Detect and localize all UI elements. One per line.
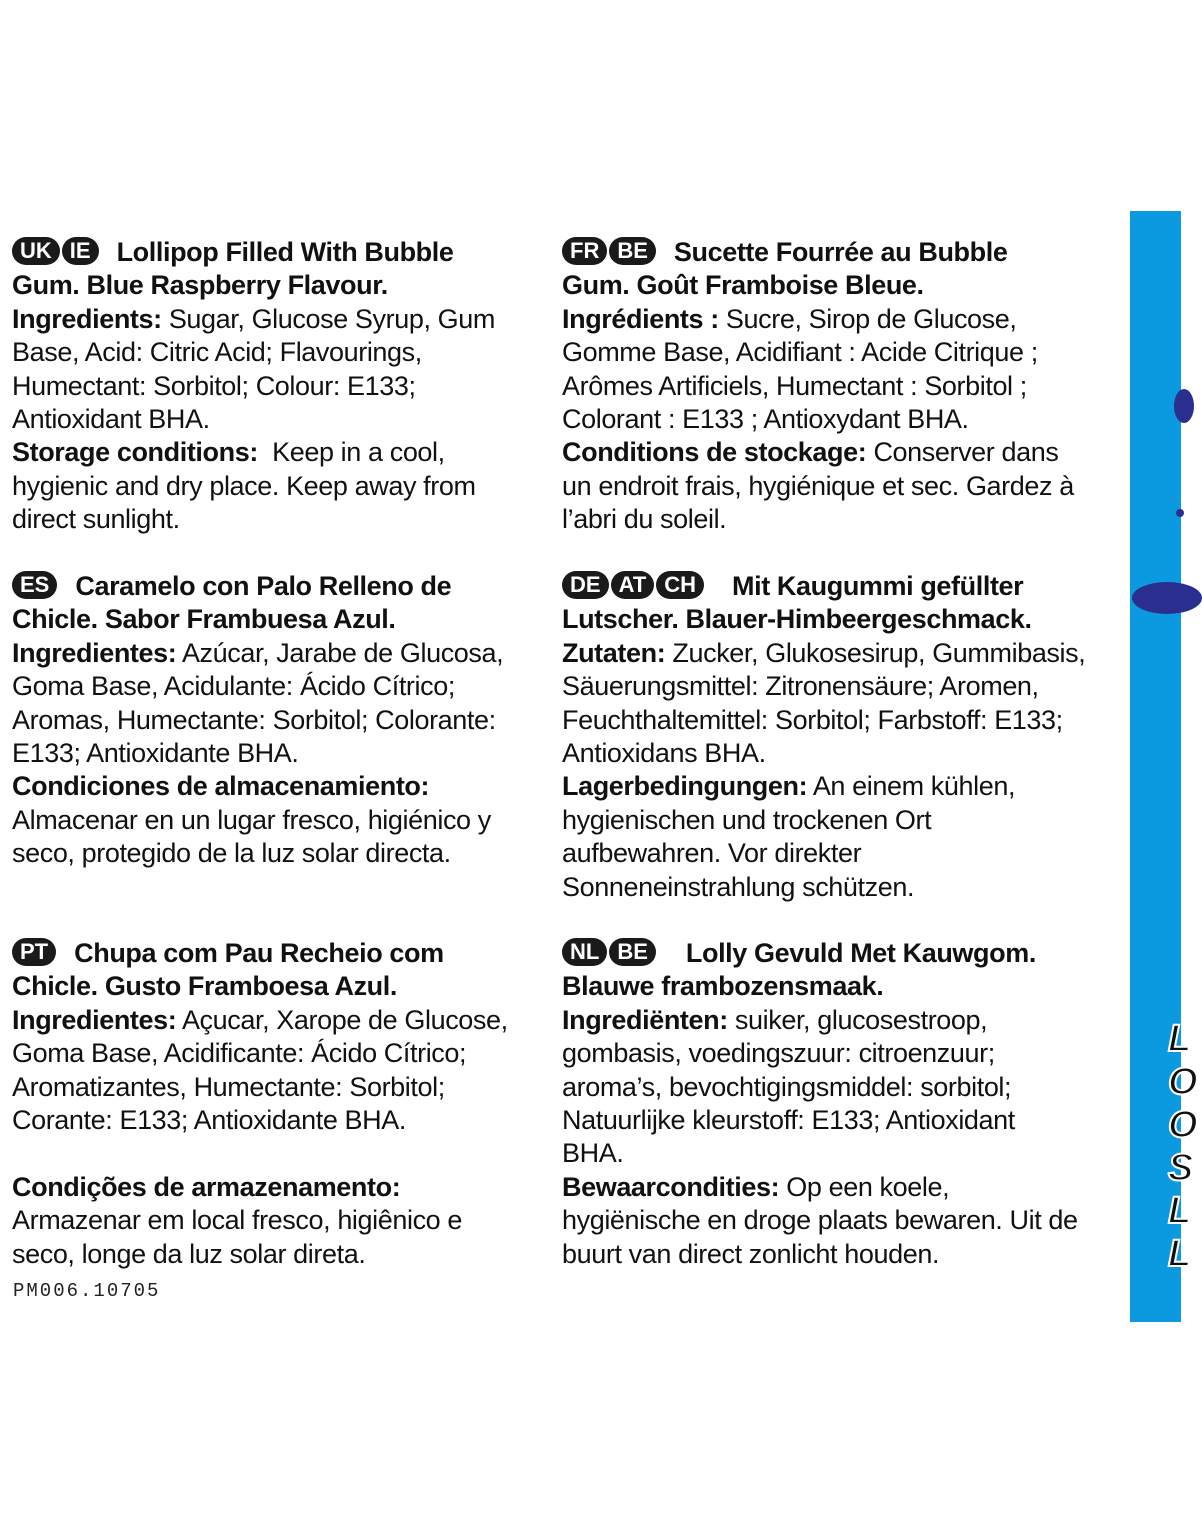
ingredients-text: Base, Acid: Citric Acid; Flavourings, (12, 337, 422, 368)
country-badge-de: DE (562, 571, 609, 599)
ingredients-line (12, 637, 503, 670)
product-title-cont: Chicle. Gusto Framboesa Azul. (12, 971, 397, 1002)
storage-text: buurt van direct zonlicht houden. (562, 1238, 940, 1269)
decorative-blob (1176, 509, 1184, 517)
side-letter: O (1168, 1061, 1198, 1103)
ingredients-text: BHA. (562, 1138, 624, 1169)
storage-text: Almacenar en un lugar fresco, higiénico y (12, 804, 491, 835)
country-badge-es: ES (12, 571, 57, 599)
product-title: Caramelo con Palo Relleno de (75, 571, 452, 601)
ingredients-text: Corante: E133; Antioxidante BHA. (12, 1105, 406, 1136)
product-title: Lolly Gevuld Met Kauwgom. (685, 938, 1036, 968)
product-title: Lollipop Filled With Bubble (116, 237, 454, 267)
storage-label: Condições de armazenamento: (12, 1171, 401, 1202)
product-code: PM006.10705 (13, 1280, 161, 1302)
storage-text: hygiënische en droge plaats bewaren. Uit de (562, 1205, 1078, 1236)
product-title-cont: Blauwe frambozensmaak. (562, 971, 884, 1002)
ingredients-text: Natuurlijke kleurstoff: E133; Antioxidant (562, 1105, 1015, 1136)
storage-text: Conserver dans (866, 437, 1059, 468)
storage-text: seco, protegido de la luz solar directa. (12, 838, 451, 869)
ingredients-label: Ingredientes: (12, 637, 177, 668)
storage-line (562, 770, 1085, 803)
country-badge-nl: NL (562, 938, 607, 966)
country-badge-uk: UK (12, 237, 60, 265)
side-letter: L (1168, 1018, 1192, 1060)
title-line (562, 236, 1074, 269)
section-pt (12, 937, 508, 1271)
country-badge-ch: CH (656, 571, 704, 599)
ingredients-label: Zutaten: (562, 637, 666, 668)
country-badge-ie: IE (62, 237, 99, 265)
side-letter: S (1168, 1147, 1194, 1189)
ingredients-text: Antioxidans BHA. (562, 738, 766, 769)
decorative-blob (1132, 582, 1202, 614)
side-letter: L (1168, 1233, 1192, 1275)
storage-label: Storage conditions: (12, 437, 258, 468)
storage-text: l’abri du soleil. (562, 504, 727, 535)
ingredients-text: suiker, glucosestroop, (727, 1004, 988, 1035)
ingredients-text: Aromas, Humectante: Sorbitol; Colorante: (12, 704, 496, 735)
ingredients-text: Azúcar, Jarabe de Glucosa, (176, 637, 504, 668)
storage-line (12, 436, 495, 469)
storage-text: Keep in a cool, (257, 437, 445, 468)
decorative-blob (1174, 389, 1194, 423)
spacer (12, 1137, 508, 1170)
packaging-side-strip (1130, 211, 1198, 1322)
storage-label: Condiciones de almacenamiento: (12, 771, 430, 802)
country-badge-be: BE (609, 237, 656, 265)
title-line (12, 570, 503, 603)
storage-label: Lagerbedingungen: (562, 771, 808, 802)
ingredients-text: Sucre, Sirop de Glucose, (718, 303, 1017, 334)
product-title-cont: Chicle. Sabor Frambuesa Azul. (12, 604, 396, 635)
ingredients-label: Ingrédients : (562, 303, 719, 334)
product-title: Sucette Fourrée au Bubble (673, 237, 1008, 267)
section-uk (12, 236, 495, 537)
country-badge-at: AT (611, 571, 655, 599)
country-badge-pt: PT (12, 938, 56, 966)
storage-text: aufbewahren. Vor direkter (562, 838, 862, 869)
ingredients-text: Goma Base, Acidulante: Ácido Cítrico; (12, 671, 455, 702)
section-de (562, 570, 1085, 904)
ingredients-line (12, 1004, 508, 1037)
product-title: Chupa com Pau Recheio com (74, 938, 444, 968)
storage-text: un endroit frais, hygiénique et sec. Gardez à (562, 470, 1074, 501)
storage-text: An einem kühlen, (807, 771, 1016, 802)
ingredients-text: E133; Antioxidante BHA. (12, 738, 299, 769)
ingredients-text: Goma Base, Acidificante: Ácido Cítrico; (12, 1038, 467, 1069)
ingredients-label: Ingrediënten: (562, 1004, 728, 1035)
ingredients-text: Aromatizantes, Humectante: Sorbitol; (12, 1071, 445, 1102)
ingredients-text: Gomme Base, Acidifiant : Acide Citrique ; (562, 337, 1038, 368)
title-line (562, 570, 1085, 603)
ingredients-text: Feuchthaltemittel: Sorbitol; Farbstoff: E133; (562, 704, 1063, 735)
ingredients-line (12, 303, 495, 336)
section-nl (562, 937, 1078, 1271)
ingredients-text: Arômes Artificiels, Humectant : Sorbitol ; (562, 370, 1027, 401)
side-letter: O (1168, 1104, 1198, 1146)
storage-text: Armazenar em local fresco, higiênico e (12, 1205, 463, 1236)
title-line (12, 937, 508, 970)
product-title-cont: Lutscher. Blauer-Himbeergeschmack. (562, 604, 1032, 635)
section-fr (562, 236, 1074, 537)
ingredients-text: aroma’s, bevochtigingsmiddel: sorbitol; (562, 1071, 1012, 1102)
ingredients-line (562, 1004, 1078, 1037)
storage-text: direct sunlight. (12, 504, 180, 535)
ingredients-text: Colorant : E133 ; Antioxydant BHA. (562, 404, 969, 435)
ingredients-text: Säuerungsmittel: Zitronensäure; Aromen, (562, 671, 1039, 702)
ingredients-label: Ingredients: (12, 303, 162, 334)
ingredients-line (562, 637, 1085, 670)
country-badge-fr: FR (562, 237, 607, 265)
storage-line (562, 1171, 1078, 1204)
ingredients-text: gombasis, voedingszuur: citroenzuur; (562, 1038, 995, 1069)
storage-label: Conditions de stockage: (562, 437, 867, 468)
ingredients-line (562, 303, 1074, 336)
title-line (12, 236, 495, 269)
ingredients-text: Açucar, Xarope de Glucose, (176, 1004, 508, 1035)
ingredients-text: Humectant: Sorbitol; Colour: E133; (12, 370, 416, 401)
title-line (562, 937, 1078, 970)
storage-text: seco, longe da luz solar direta. (12, 1238, 366, 1269)
storage-text: hygienischen und trockenen Ort (562, 804, 932, 835)
storage-text: Sonneneinstrahlung schützen. (562, 871, 915, 902)
product-title: Mit Kaugummi gefüllter (732, 571, 1024, 601)
country-badge-be: BE (609, 938, 656, 966)
section-es (12, 570, 503, 871)
ingredients-text: Sugar, Glucose Syrup, Gum (161, 303, 495, 334)
side-letter: L (1168, 1190, 1192, 1232)
storage-text: Op een koele, (779, 1171, 950, 1202)
product-title-cont: Gum. Blue Raspberry Flavour. (12, 270, 388, 301)
product-title-cont: Gum. Goût Framboise Bleue. (562, 270, 924, 301)
ingredients-text: Zucker, Glukosesirup, Gummibasis, (665, 637, 1086, 668)
storage-text: hygienic and dry place. Keep away from (12, 470, 476, 501)
storage-label: Bewaarcondities: (562, 1171, 780, 1202)
storage-line (562, 436, 1074, 469)
ingredients-label: Ingredientes: (12, 1004, 177, 1035)
ingredients-text: Antioxidant BHA. (12, 404, 210, 435)
